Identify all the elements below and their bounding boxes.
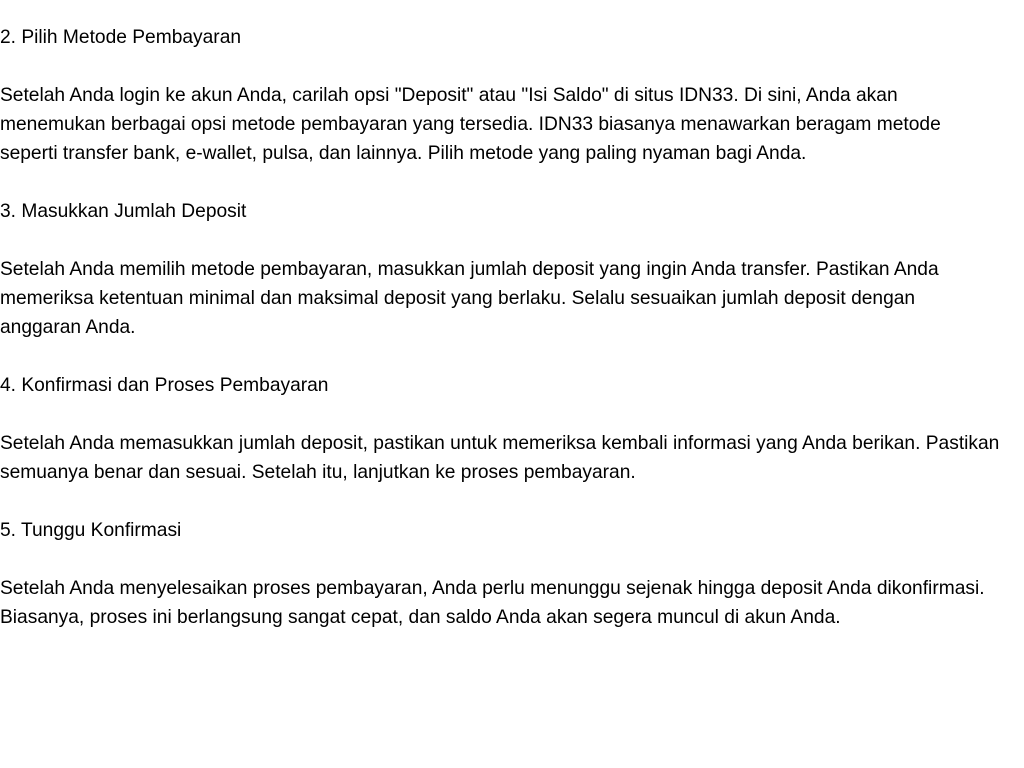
section-body-konfirmasi-proses: Setelah Anda memasukkan jumlah deposit, pastikan untuk memeriksa kembali informasi yang Anda berikan. Pastikan semuanya benar dan sesuai. Setelah itu, lanjutkan ke proses pembayaran. xyxy=(0,433,1000,483)
section-heading-jumlah-deposit: 3. Masukkan Jumlah Deposit xyxy=(0,201,247,222)
section-heading-tunggu-konfirmasi: 5. Tunggu Konfirmasi xyxy=(0,520,182,541)
section-body-tunggu-konfirmasi: Setelah Anda menyelesaikan proses pembayaran, Anda perlu menunggu sejenak hingga deposit Anda dikonfirmasi. Biasanya, proses ini berlangsung sangat cepat, dan saldo Anda akan segera muncul di akun Anda. xyxy=(0,578,985,628)
section-body-jumlah-deposit: Setelah Anda memilih metode pembayaran, masukkan jumlah deposit yang ingin Anda transfer. Pastikan Anda memeriksa ketentuan minimal dan maksimal deposit yang berlaku. Selalu sesuaikan jumlah deposit dengan anggaran Anda. xyxy=(0,259,939,338)
section-body-pilih-metode: Setelah Anda login ke akun Anda, carilah opsi "Deposit" atau "Isi Saldo" di situs IDN33. Di sini, Anda akan menemukan berbagai opsi metode pembayaran yang tersedia. IDN33 biasanya menawarkan beragam metode seperti transfer bank, e-wallet, pulsa, dan lainnya. Pilih metode yang paling nyaman bagi Anda. xyxy=(0,85,941,164)
section-heading-konfirmasi-proses: 4. Konfirmasi dan Proses Pembayaran xyxy=(0,375,329,396)
section-heading-pilih-metode: 2. Pilih Metode Pembayaran xyxy=(0,27,242,48)
